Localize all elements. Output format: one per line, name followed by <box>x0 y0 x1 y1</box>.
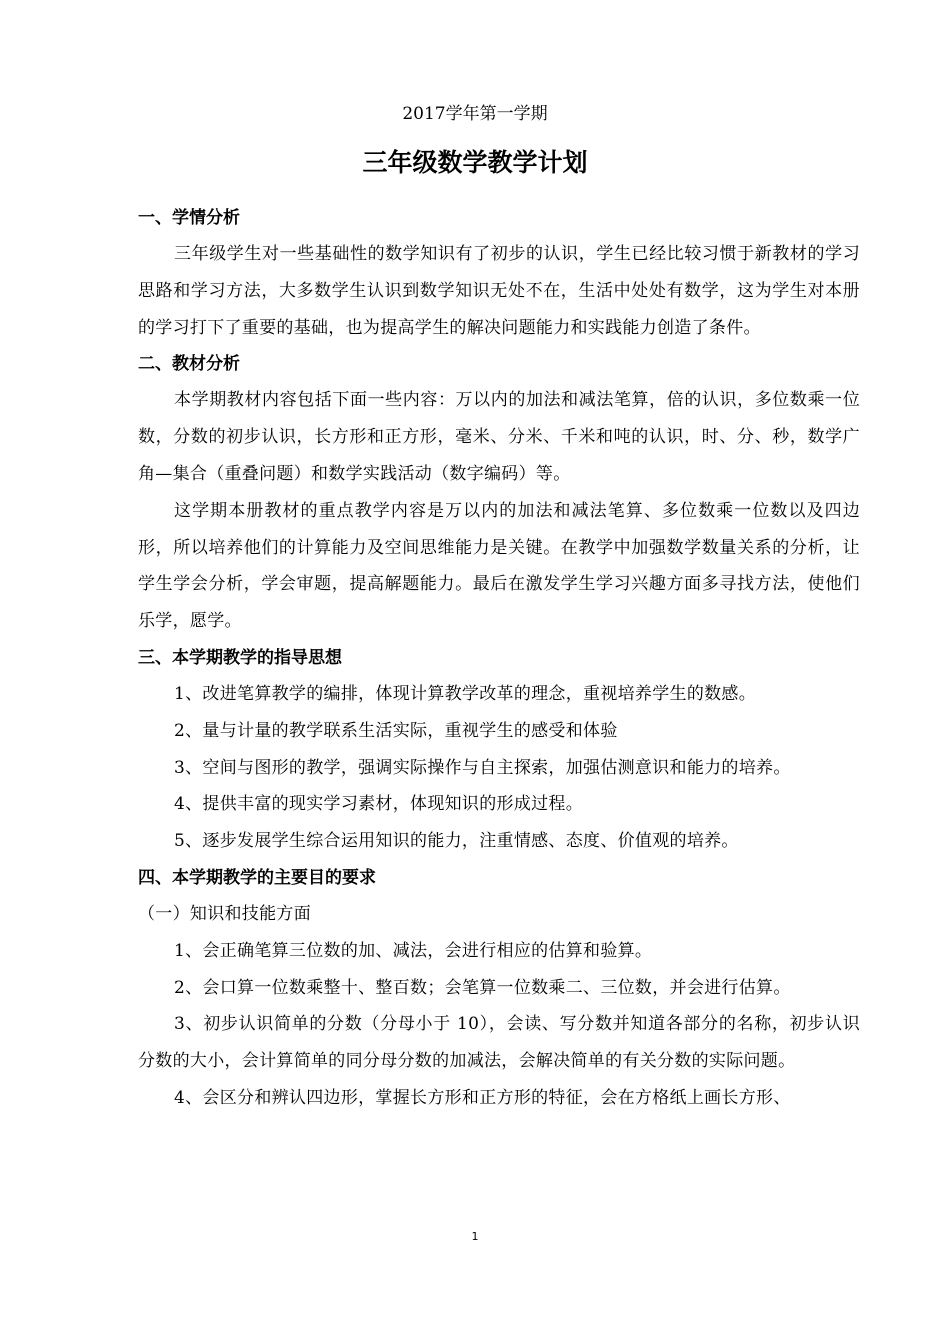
section-4-item-3: 3、初步认识简单的分数（分母小于 10），会读、写分数并知道各部分的名称，初步认识分数的大小，会计算简单的同分母分数的加减法，会解决简单的有关分数的实际问题。 <box>138 1014 860 1072</box>
section-3-item-4: 4、提供丰富的现实学习素材，体现知识的形成过程。 <box>174 794 584 815</box>
section-heading-3: 三、本学期教学的指导思想 <box>138 647 342 668</box>
section-4-item-2: 2、会口算一位数乘整十、整百数；会笔算一位数乘二、三位数，并会进行估算。 <box>174 977 791 998</box>
section-4-item-4: 4、会区分和辨认四边形，掌握长方形和正方形的特征，会在方格纸上画长方形、 <box>174 1087 791 1108</box>
section-3-item-5: 5、逐步发展学生综合运用知识的能力，注重情感、态度、价值观的培养。 <box>174 831 739 852</box>
page-number: 1 <box>471 1230 479 1243</box>
section-2-paragraph-2: 这学期本册教材的重点教学内容是万以内的加法和减法笔算、多位数乘一位数以及四边形，所以培养他们的计算能力及空间思维能力是关键。在教学中加强数学数量关系的分析，让学生学会分析，学会审题，提高解题能力。最后在激发学生学习兴趣方面多寻找方法，使他们乐学，愿学。 <box>138 500 860 632</box>
section-3-item-2: 2、量与计量的教学联系生活实际，重视学生的感受和体验 <box>174 720 618 741</box>
section-1-paragraph-1: 三年级学生对一些基础性的数学知识有了初步的认识，学生已经比较习惯于新教材的学习思路和学习方法，大多数学生认识到数学知识无处不在，生活中处处有数学，这为学生对本册的学习打下了重要的基础，也为提高学生的解决问题能力和实践能力创造了条件。 <box>138 244 860 338</box>
section-heading-2: 二、教材分析 <box>138 354 240 375</box>
section-4-item-1: 1、会正确笔算三位数的加、减法，会进行相应的估算和验算。 <box>174 940 653 961</box>
document-body <box>138 200 860 1117</box>
section-heading-1: 一、学情分析 <box>138 208 240 228</box>
section-heading-4: 四、本学期教学的主要目的要求 <box>138 867 376 888</box>
section-3-item-1: 1、改进笔算教学的编排，体现计算教学改革的理念，重视培养学生的数感。 <box>174 683 757 704</box>
section-4-subheading: （一）知识和技能方面 <box>138 903 311 924</box>
document-title: 三年级数学教学计划 <box>362 148 588 177</box>
section-3-item-3: 3、空间与图形的教学，强调实际操作与自主探索，加强估测意识和能力的培养。 <box>174 757 791 778</box>
section-2-paragraph-1: 本学期教材内容包括下面一些内容：万以内的加法和减法笔算，倍的认识，多位数乘一位数，分数的初步认识，长方形和正方形，毫米、分米、千米和吨的认识，时、分、秒，数学广角—集合（重叠问题）和数学实践活动（数字编码）等。 <box>138 390 860 484</box>
document-subtitle: 2017学年第一学期 <box>402 104 548 124</box>
